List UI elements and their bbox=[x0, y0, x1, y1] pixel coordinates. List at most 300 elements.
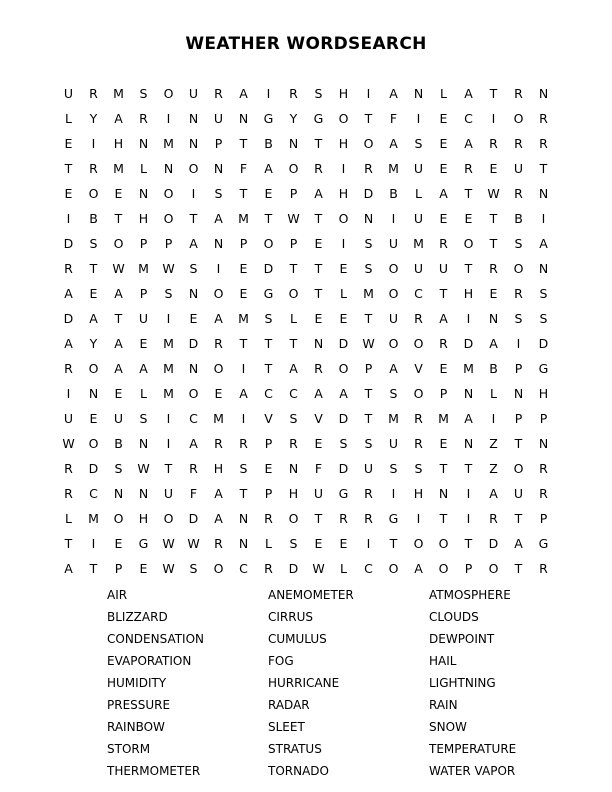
grid-letter[interactable]: E bbox=[314, 536, 323, 552]
grid-letter[interactable]: P bbox=[214, 136, 223, 152]
grid-letter[interactable]: L bbox=[290, 311, 297, 327]
grid-letter[interactable]: U bbox=[513, 486, 524, 502]
grid-letter[interactable]: M bbox=[438, 411, 449, 427]
grid-letter[interactable]: I bbox=[466, 486, 471, 502]
grid-letter[interactable]: Y bbox=[89, 111, 98, 127]
grid-letter[interactable]: T bbox=[464, 536, 473, 552]
grid-letter[interactable]: T bbox=[314, 511, 323, 527]
grid-letter[interactable]: R bbox=[364, 511, 373, 527]
grid-letter[interactable]: S bbox=[189, 261, 198, 277]
grid-letter[interactable]: E bbox=[439, 161, 448, 177]
grid-letter[interactable]: E bbox=[464, 211, 473, 227]
grid-letter[interactable]: A bbox=[489, 336, 498, 352]
grid-letter[interactable]: I bbox=[66, 386, 71, 402]
grid-letter[interactable]: A bbox=[89, 311, 98, 327]
grid-letter[interactable]: N bbox=[138, 136, 149, 152]
grid-letter[interactable]: P bbox=[539, 511, 548, 527]
grid-letter[interactable]: L bbox=[65, 511, 72, 527]
grid-letter[interactable]: S bbox=[139, 86, 148, 102]
grid-letter[interactable]: O bbox=[438, 561, 449, 577]
grid-letter[interactable]: E bbox=[489, 286, 498, 302]
grid-letter[interactable]: T bbox=[364, 411, 373, 427]
grid-letter[interactable]: T bbox=[289, 261, 298, 277]
grid-letter[interactable]: N bbox=[538, 261, 549, 277]
grid-letter[interactable]: O bbox=[413, 336, 424, 352]
grid-letter[interactable]: O bbox=[213, 561, 224, 577]
grid-letter[interactable]: W bbox=[312, 561, 325, 577]
grid-letter[interactable]: S bbox=[314, 86, 323, 102]
grid-letter[interactable]: A bbox=[264, 161, 273, 177]
grid-letter[interactable]: I bbox=[516, 336, 521, 352]
grid-letter[interactable]: O bbox=[338, 211, 349, 227]
grid-letter[interactable]: T bbox=[239, 486, 248, 502]
grid-letter[interactable]: R bbox=[414, 436, 423, 452]
grid-letter[interactable]: R bbox=[339, 511, 348, 527]
grid-letter[interactable]: T bbox=[464, 261, 473, 277]
grid-letter[interactable]: R bbox=[364, 161, 373, 177]
grid-letter[interactable]: A bbox=[64, 336, 73, 352]
grid-letter[interactable]: S bbox=[389, 461, 398, 477]
grid-letter[interactable]: I bbox=[91, 536, 96, 552]
grid-letter[interactable]: R bbox=[264, 561, 273, 577]
grid-letter[interactable]: S bbox=[89, 236, 98, 252]
grid-letter[interactable]: I bbox=[466, 311, 471, 327]
grid-letter[interactable]: V bbox=[264, 411, 273, 427]
grid-letter[interactable]: B bbox=[514, 211, 523, 227]
grid-letter[interactable]: A bbox=[339, 386, 348, 402]
grid-letter[interactable]: R bbox=[439, 236, 448, 252]
grid-letter[interactable]: W bbox=[362, 336, 375, 352]
grid-letter[interactable]: O bbox=[488, 561, 499, 577]
grid-letter[interactable]: C bbox=[464, 111, 473, 127]
grid-letter[interactable]: O bbox=[388, 286, 399, 302]
grid-letter[interactable]: A bbox=[314, 186, 323, 202]
grid-letter[interactable]: U bbox=[163, 486, 174, 502]
grid-letter[interactable]: D bbox=[88, 461, 99, 477]
grid-letter[interactable]: U bbox=[113, 411, 124, 427]
grid-letter[interactable]: O bbox=[213, 361, 224, 377]
grid-letter[interactable]: A bbox=[414, 561, 423, 577]
grid-letter[interactable]: O bbox=[88, 436, 99, 452]
grid-letter[interactable]: T bbox=[514, 436, 523, 452]
grid-letter[interactable]: N bbox=[188, 361, 199, 377]
grid-letter[interactable]: U bbox=[313, 486, 324, 502]
grid-letter[interactable]: T bbox=[164, 461, 173, 477]
grid-letter[interactable]: E bbox=[439, 436, 448, 452]
grid-letter[interactable]: I bbox=[216, 261, 221, 277]
grid-letter[interactable]: N bbox=[238, 111, 249, 127]
grid-letter[interactable]: T bbox=[539, 161, 548, 177]
grid-letter[interactable]: F bbox=[239, 161, 248, 177]
grid-letter[interactable]: B bbox=[389, 186, 398, 202]
grid-letter[interactable]: E bbox=[89, 411, 98, 427]
grid-letter[interactable]: A bbox=[139, 361, 148, 377]
grid-letter[interactable]: A bbox=[64, 561, 73, 577]
grid-letter[interactable]: H bbox=[463, 286, 474, 302]
grid-letter[interactable]: D bbox=[63, 236, 74, 252]
grid-letter[interactable]: O bbox=[213, 286, 224, 302]
grid-letter[interactable]: S bbox=[364, 436, 373, 452]
grid-letter[interactable]: O bbox=[463, 236, 474, 252]
grid-letter[interactable]: N bbox=[163, 161, 174, 177]
grid-letter[interactable]: B bbox=[489, 361, 498, 377]
grid-letter[interactable]: A bbox=[239, 86, 248, 102]
grid-letter[interactable]: R bbox=[514, 286, 523, 302]
grid-letter[interactable]: O bbox=[288, 286, 299, 302]
grid-letter[interactable]: I bbox=[166, 436, 171, 452]
grid-letter[interactable]: M bbox=[238, 311, 249, 327]
grid-letter[interactable]: Z bbox=[489, 461, 498, 477]
grid-letter[interactable]: D bbox=[463, 336, 474, 352]
grid-letter[interactable]: M bbox=[238, 211, 249, 227]
grid-letter[interactable]: N bbox=[213, 236, 224, 252]
grid-letter[interactable]: N bbox=[113, 486, 124, 502]
grid-letter[interactable]: U bbox=[388, 436, 399, 452]
grid-letter[interactable]: E bbox=[214, 386, 223, 402]
grid-letter[interactable]: U bbox=[413, 161, 424, 177]
grid-letter[interactable]: O bbox=[413, 536, 424, 552]
grid-letter[interactable]: U bbox=[363, 461, 374, 477]
grid-letter[interactable]: H bbox=[338, 186, 349, 202]
grid-letter[interactable]: A bbox=[114, 336, 123, 352]
grid-letter[interactable]: S bbox=[339, 436, 348, 452]
grid-letter[interactable]: T bbox=[314, 286, 323, 302]
grid-letter[interactable]: I bbox=[541, 211, 546, 227]
grid-letter[interactable]: A bbox=[389, 361, 398, 377]
grid-letter[interactable]: P bbox=[264, 486, 273, 502]
grid-letter[interactable]: R bbox=[414, 411, 423, 427]
grid-letter[interactable]: A bbox=[464, 411, 473, 427]
grid-letter[interactable]: I bbox=[166, 111, 171, 127]
grid-letter[interactable]: T bbox=[489, 211, 498, 227]
grid-letter[interactable]: S bbox=[414, 136, 423, 152]
grid-letter[interactable]: O bbox=[388, 561, 399, 577]
grid-letter[interactable]: R bbox=[64, 461, 73, 477]
grid-letter[interactable]: A bbox=[189, 436, 198, 452]
grid-letter[interactable]: E bbox=[314, 236, 323, 252]
grid-letter[interactable]: I bbox=[391, 486, 396, 502]
grid-letter[interactable]: A bbox=[439, 186, 448, 202]
grid-letter[interactable]: S bbox=[364, 236, 373, 252]
grid-letter[interactable]: O bbox=[338, 111, 349, 127]
grid-letter[interactable]: R bbox=[514, 186, 523, 202]
grid-letter[interactable]: L bbox=[440, 86, 447, 102]
grid-letter[interactable]: N bbox=[538, 86, 549, 102]
grid-letter[interactable]: I bbox=[166, 311, 171, 327]
grid-letter[interactable]: R bbox=[489, 136, 498, 152]
grid-letter[interactable]: G bbox=[263, 111, 274, 127]
grid-letter[interactable]: R bbox=[139, 111, 148, 127]
grid-letter[interactable]: T bbox=[439, 286, 448, 302]
grid-letter[interactable]: R bbox=[289, 436, 298, 452]
grid-letter[interactable]: R bbox=[414, 311, 423, 327]
grid-letter[interactable]: N bbox=[288, 461, 299, 477]
grid-letter[interactable]: E bbox=[89, 286, 98, 302]
grid-letter[interactable]: H bbox=[213, 461, 224, 477]
grid-letter[interactable]: D bbox=[188, 511, 199, 527]
grid-letter[interactable]: A bbox=[214, 211, 223, 227]
grid-letter[interactable]: A bbox=[389, 86, 398, 102]
grid-letter[interactable]: E bbox=[114, 186, 123, 202]
grid-letter[interactable]: C bbox=[239, 561, 248, 577]
grid-letter[interactable]: U bbox=[138, 311, 149, 327]
grid-letter[interactable]: S bbox=[289, 536, 298, 552]
grid-letter[interactable]: I bbox=[341, 236, 346, 252]
grid-letter[interactable]: C bbox=[289, 386, 298, 402]
grid-letter[interactable]: E bbox=[264, 186, 273, 202]
grid-letter[interactable]: H bbox=[138, 211, 149, 227]
grid-letter[interactable]: I bbox=[491, 111, 496, 127]
grid-letter[interactable]: T bbox=[239, 136, 248, 152]
grid-letter[interactable]: O bbox=[288, 161, 299, 177]
grid-letter[interactable]: M bbox=[138, 261, 149, 277]
grid-letter[interactable]: P bbox=[139, 236, 148, 252]
grid-letter[interactable]: O bbox=[513, 111, 524, 127]
grid-letter[interactable]: T bbox=[264, 211, 273, 227]
grid-letter[interactable]: N bbox=[188, 286, 199, 302]
grid-letter[interactable]: R bbox=[514, 86, 523, 102]
grid-letter[interactable]: N bbox=[438, 486, 449, 502]
grid-letter[interactable]: T bbox=[89, 561, 98, 577]
grid-letter[interactable]: A bbox=[214, 511, 223, 527]
grid-letter[interactable]: R bbox=[314, 161, 323, 177]
grid-letter[interactable]: B bbox=[114, 436, 123, 452]
grid-letter[interactable]: W bbox=[162, 536, 175, 552]
grid-letter[interactable]: A bbox=[114, 361, 123, 377]
grid-letter[interactable]: I bbox=[241, 361, 246, 377]
grid-letter[interactable]: R bbox=[64, 361, 73, 377]
grid-letter[interactable]: N bbox=[213, 161, 224, 177]
grid-letter[interactable]: M bbox=[213, 411, 224, 427]
grid-letter[interactable]: T bbox=[514, 511, 523, 527]
grid-letter[interactable]: T bbox=[314, 211, 323, 227]
grid-letter[interactable]: U bbox=[63, 86, 74, 102]
grid-letter[interactable]: T bbox=[114, 311, 123, 327]
grid-letter[interactable]: T bbox=[364, 111, 373, 127]
grid-letter[interactable]: R bbox=[539, 486, 548, 502]
grid-letter[interactable]: U bbox=[213, 111, 224, 127]
grid-letter[interactable]: R bbox=[464, 161, 473, 177]
grid-letter[interactable]: I bbox=[391, 211, 396, 227]
grid-letter[interactable]: M bbox=[113, 161, 124, 177]
grid-letter[interactable]: N bbox=[288, 136, 299, 152]
grid-letter[interactable]: A bbox=[314, 386, 323, 402]
grid-letter[interactable]: M bbox=[363, 286, 374, 302]
grid-letter[interactable]: G bbox=[313, 111, 324, 127]
grid-letter[interactable]: W bbox=[487, 186, 500, 202]
grid-letter[interactable]: R bbox=[214, 336, 223, 352]
grid-letter[interactable]: W bbox=[287, 211, 300, 227]
grid-letter[interactable]: I bbox=[366, 86, 371, 102]
grid-letter[interactable]: N bbox=[513, 386, 524, 402]
grid-letter[interactable]: T bbox=[439, 461, 448, 477]
grid-letter[interactable]: S bbox=[214, 186, 223, 202]
grid-letter[interactable]: R bbox=[539, 111, 548, 127]
grid-letter[interactable]: N bbox=[538, 436, 549, 452]
grid-letter[interactable]: U bbox=[188, 86, 199, 102]
grid-letter[interactable]: E bbox=[339, 311, 348, 327]
grid-letter[interactable]: T bbox=[239, 336, 248, 352]
grid-letter[interactable]: U bbox=[63, 411, 74, 427]
grid-letter[interactable]: O bbox=[413, 386, 424, 402]
grid-letter[interactable]: D bbox=[188, 336, 199, 352]
grid-letter[interactable]: L bbox=[340, 286, 347, 302]
grid-letter[interactable]: A bbox=[464, 136, 473, 152]
grid-letter[interactable]: T bbox=[364, 311, 373, 327]
grid-letter[interactable]: W bbox=[162, 261, 175, 277]
grid-letter[interactable]: U bbox=[438, 261, 449, 277]
grid-letter[interactable]: N bbox=[538, 186, 549, 202]
grid-letter[interactable]: N bbox=[463, 436, 474, 452]
grid-letter[interactable]: S bbox=[289, 411, 298, 427]
grid-letter[interactable]: E bbox=[139, 561, 148, 577]
grid-letter[interactable]: D bbox=[63, 311, 74, 327]
grid-letter[interactable]: R bbox=[64, 261, 73, 277]
grid-letter[interactable]: O bbox=[188, 386, 199, 402]
grid-letter[interactable]: V bbox=[414, 361, 423, 377]
grid-letter[interactable]: A bbox=[114, 286, 123, 302]
grid-letter[interactable]: I bbox=[66, 211, 71, 227]
grid-letter[interactable]: A bbox=[64, 286, 73, 302]
grid-letter[interactable]: T bbox=[89, 261, 98, 277]
grid-letter[interactable]: E bbox=[239, 261, 248, 277]
grid-letter[interactable]: E bbox=[439, 211, 448, 227]
grid-letter[interactable]: Y bbox=[289, 111, 298, 127]
grid-letter[interactable]: E bbox=[239, 286, 248, 302]
grid-letter[interactable]: T bbox=[189, 211, 198, 227]
grid-letter[interactable]: E bbox=[489, 161, 498, 177]
grid-letter[interactable]: A bbox=[464, 86, 473, 102]
grid-letter[interactable]: F bbox=[314, 461, 323, 477]
grid-letter[interactable]: U bbox=[413, 261, 424, 277]
grid-letter[interactable]: D bbox=[338, 411, 349, 427]
grid-letter[interactable]: A bbox=[189, 236, 198, 252]
grid-letter[interactable]: O bbox=[388, 261, 399, 277]
grid-letter[interactable]: M bbox=[463, 361, 474, 377]
grid-letter[interactable]: I bbox=[416, 111, 421, 127]
grid-letter[interactable]: T bbox=[64, 161, 73, 177]
grid-letter[interactable]: E bbox=[339, 261, 348, 277]
grid-letter[interactable]: T bbox=[439, 511, 448, 527]
grid-letter[interactable]: N bbox=[188, 111, 199, 127]
grid-letter[interactable]: O bbox=[88, 361, 99, 377]
grid-letter[interactable]: C bbox=[189, 411, 198, 427]
grid-letter[interactable]: T bbox=[489, 236, 498, 252]
grid-letter[interactable]: O bbox=[388, 336, 399, 352]
grid-letter[interactable]: W bbox=[162, 561, 175, 577]
grid-letter[interactable]: R bbox=[539, 461, 548, 477]
grid-letter[interactable]: H bbox=[113, 136, 124, 152]
grid-letter[interactable]: P bbox=[514, 411, 523, 427]
grid-letter[interactable]: P bbox=[539, 411, 548, 427]
grid-letter[interactable]: G bbox=[263, 286, 274, 302]
grid-letter[interactable]: G bbox=[538, 536, 549, 552]
grid-letter[interactable]: L bbox=[415, 186, 422, 202]
grid-letter[interactable]: A bbox=[214, 486, 223, 502]
grid-letter[interactable]: N bbox=[138, 486, 149, 502]
grid-letter[interactable]: G bbox=[388, 511, 399, 527]
grid-letter[interactable]: O bbox=[188, 161, 199, 177]
grid-letter[interactable]: T bbox=[314, 136, 323, 152]
grid-letter[interactable]: W bbox=[62, 436, 75, 452]
grid-letter[interactable]: I bbox=[166, 411, 171, 427]
grid-letter[interactable]: S bbox=[414, 461, 423, 477]
grid-letter[interactable]: T bbox=[264, 336, 273, 352]
grid-letter[interactable]: N bbox=[188, 136, 199, 152]
grid-letter[interactable]: S bbox=[514, 311, 523, 327]
grid-letter[interactable]: E bbox=[189, 311, 198, 327]
grid-letter[interactable]: H bbox=[338, 86, 349, 102]
grid-letter[interactable]: H bbox=[288, 486, 299, 502]
grid-letter[interactable]: S bbox=[114, 461, 123, 477]
grid-letter[interactable]: S bbox=[139, 411, 148, 427]
grid-letter[interactable]: R bbox=[364, 486, 373, 502]
grid-letter[interactable]: M bbox=[88, 511, 99, 527]
grid-letter[interactable]: A bbox=[439, 311, 448, 327]
grid-letter[interactable]: D bbox=[363, 186, 374, 202]
grid-letter[interactable]: B bbox=[89, 211, 98, 227]
grid-letter[interactable]: R bbox=[89, 86, 98, 102]
grid-letter[interactable]: M bbox=[163, 386, 174, 402]
grid-letter[interactable]: P bbox=[514, 361, 523, 377]
grid-letter[interactable]: O bbox=[88, 186, 99, 202]
grid-letter[interactable]: R bbox=[264, 511, 273, 527]
grid-letter[interactable]: E bbox=[439, 111, 448, 127]
grid-letter[interactable]: A bbox=[239, 386, 248, 402]
grid-letter[interactable]: D bbox=[288, 561, 299, 577]
grid-letter[interactable]: P bbox=[164, 236, 173, 252]
grid-letter[interactable]: Y bbox=[89, 336, 98, 352]
grid-letter[interactable]: E bbox=[439, 136, 448, 152]
grid-letter[interactable]: F bbox=[189, 486, 198, 502]
grid-letter[interactable]: T bbox=[389, 536, 398, 552]
grid-letter[interactable]: G bbox=[538, 361, 549, 377]
grid-letter[interactable]: R bbox=[289, 86, 298, 102]
grid-letter[interactable]: D bbox=[263, 261, 274, 277]
grid-letter[interactable]: U bbox=[513, 161, 524, 177]
grid-letter[interactable]: C bbox=[414, 286, 423, 302]
grid-letter[interactable]: O bbox=[163, 211, 174, 227]
grid-letter[interactable]: S bbox=[364, 261, 373, 277]
grid-letter[interactable]: A bbox=[539, 236, 548, 252]
grid-letter[interactable]: R bbox=[214, 436, 223, 452]
grid-letter[interactable]: T bbox=[364, 386, 373, 402]
grid-letter[interactable]: R bbox=[214, 86, 223, 102]
grid-letter[interactable]: A bbox=[489, 486, 498, 502]
grid-letter[interactable]: W bbox=[137, 461, 150, 477]
grid-letter[interactable]: U bbox=[388, 236, 399, 252]
grid-letter[interactable]: S bbox=[239, 461, 248, 477]
grid-letter[interactable]: L bbox=[490, 386, 497, 402]
grid-letter[interactable]: M bbox=[163, 336, 174, 352]
grid-letter[interactable]: N bbox=[138, 436, 149, 452]
grid-letter[interactable]: E bbox=[339, 536, 348, 552]
grid-letter[interactable]: T bbox=[114, 211, 123, 227]
grid-letter[interactable]: S bbox=[189, 561, 198, 577]
grid-letter[interactable]: T bbox=[239, 186, 248, 202]
grid-letter[interactable]: D bbox=[338, 336, 349, 352]
grid-letter[interactable]: O bbox=[338, 361, 349, 377]
grid-letter[interactable]: I bbox=[191, 186, 196, 202]
grid-letter[interactable]: A bbox=[389, 136, 398, 152]
grid-letter[interactable]: E bbox=[314, 311, 323, 327]
grid-letter[interactable]: E bbox=[139, 336, 148, 352]
grid-letter[interactable]: E bbox=[64, 186, 73, 202]
grid-letter[interactable]: M bbox=[113, 86, 124, 102]
grid-letter[interactable]: D bbox=[538, 336, 549, 352]
grid-letter[interactable]: E bbox=[64, 136, 73, 152]
grid-letter[interactable]: I bbox=[366, 536, 371, 552]
